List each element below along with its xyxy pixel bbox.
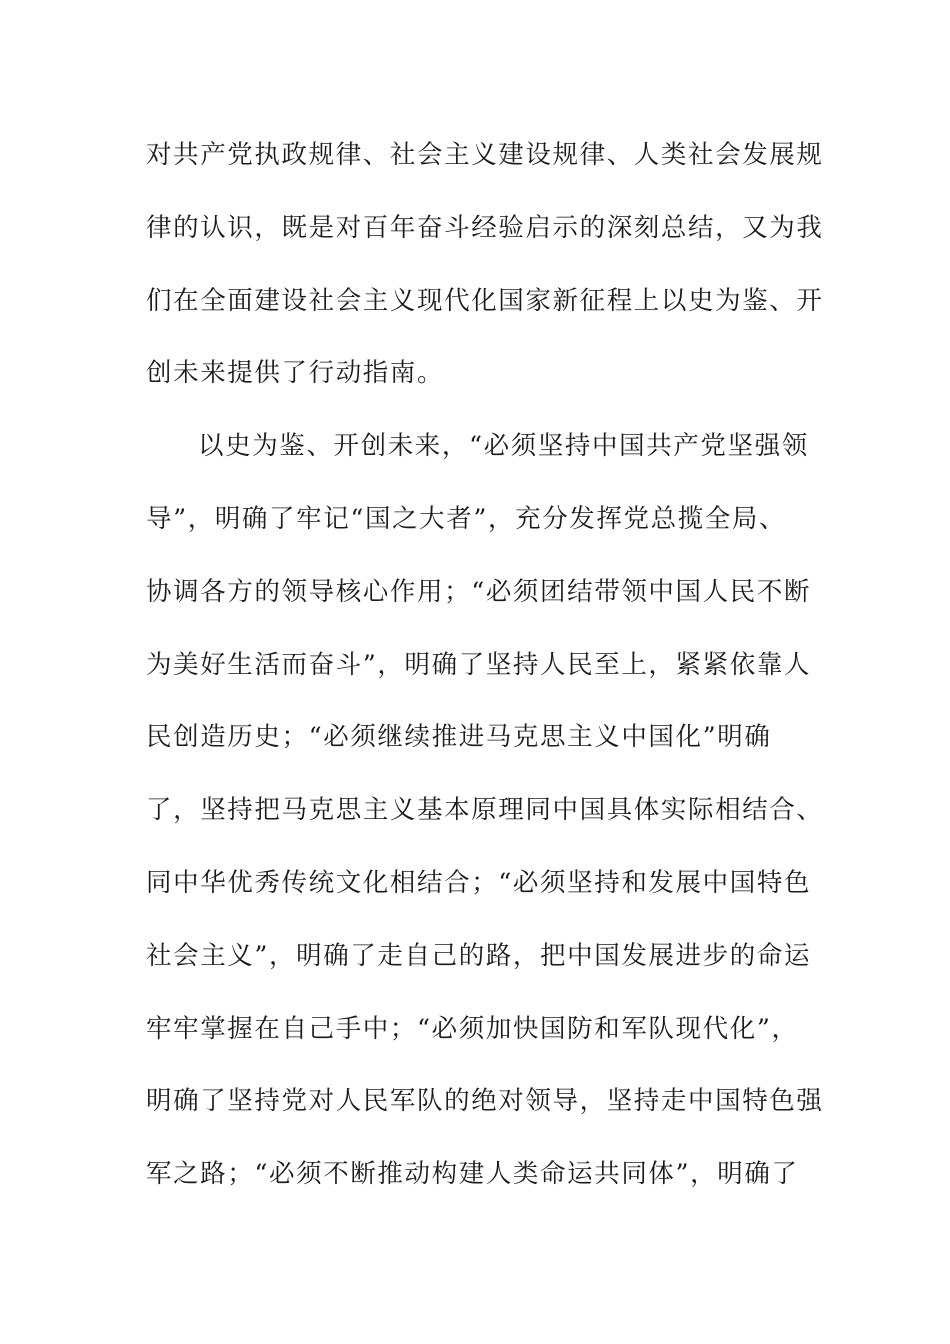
text-line: 对共产党执政规律、社会主义建设规律、人类社会发展规	[146, 140, 824, 170]
text-line: 们在全面建设社会主义现代化国家新征程上以史为鉴、开	[146, 285, 824, 316]
text-line: 军之路；“必须不断推动构建人类命运共同体”，明确了	[146, 1159, 799, 1190]
text-line: 明确了坚持党对人民军队的绝对领导，坚持走中国特色强	[146, 1086, 824, 1117]
text-line: 同中华优秀传统文化相结合；“必须坚持和发展中国特色	[146, 867, 812, 898]
text-line-paragraph-start: 以史为鉴、开创未来，“必须坚持中国共产党坚强领	[198, 431, 809, 462]
text-line: 了，坚持把马克思主义基本原理同中国具体实际相结合、	[146, 795, 824, 826]
text-line: 牢牢掌握在自己手中；“必须加快国防和军队现代化”，	[146, 1013, 799, 1044]
body-text	[146, 128, 824, 1220]
text-line: 协调各方的领导核心作用；“必须团结带领中国人民不断	[146, 576, 812, 607]
text-line: 导”，明确了牢记“国之大者”，充分发挥党总揽全局、	[146, 503, 787, 534]
text-line: 社会主义”，明确了走自己的路，把中国发展进步的命运	[146, 940, 812, 971]
text-line: 创未来提供了行动指南。	[146, 358, 445, 389]
text-line: 为美好生活而奋斗”，明确了坚持人民至上，紧紧依靠人	[146, 649, 812, 680]
text-line: 民创造历史；“必须继续推进马克思主义中国化”明确	[146, 722, 772, 753]
text-line: 律的认识，既是对百年奋斗经验启示的深刻总结，又为我	[146, 212, 824, 243]
